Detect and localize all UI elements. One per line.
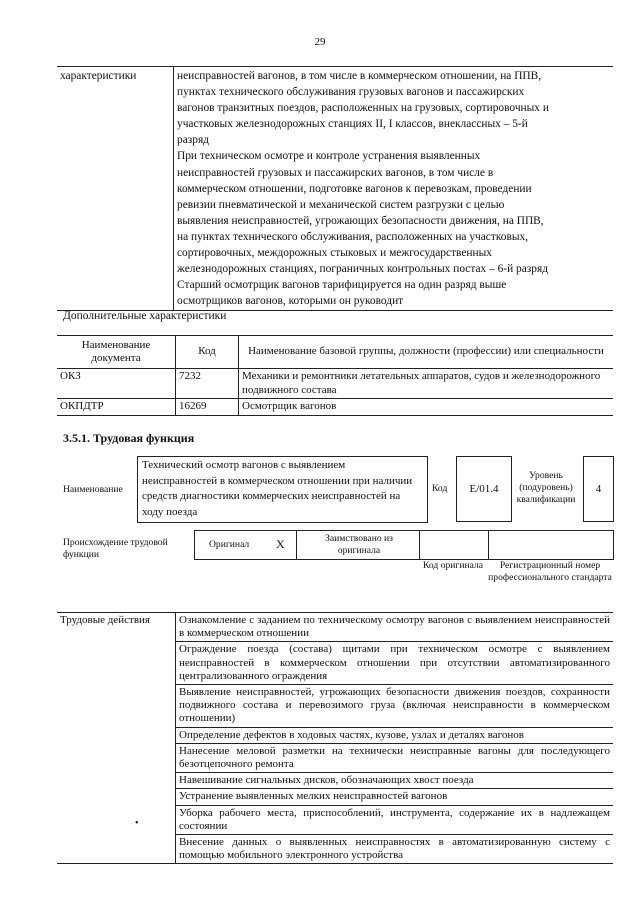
additional-heading: Дополнительные характеристики xyxy=(63,310,227,322)
characteristics-label: характеристики xyxy=(57,67,174,311)
header-group-name: Наименование базовой группы, должности (профессии) или специальности xyxy=(239,336,614,369)
labor-action-item: Определение дефектов в ходовых частях, кузове, узлах и деталях вагонов xyxy=(176,727,614,743)
text-line: осмотрщиков вагонов, которыми он руководит xyxy=(177,295,404,308)
name-label: Наименование xyxy=(63,484,123,495)
section-title: 3.5.1. Трудовая функция xyxy=(63,431,195,445)
cell-doc: ОКПДТР xyxy=(57,399,176,416)
divider xyxy=(296,531,297,559)
labor-action-item: Нанесение меловой разметки на технически неисправные вагоны для последующего безотцепочного ремонта xyxy=(176,743,614,772)
divider xyxy=(419,531,420,559)
labor-action-item: Устранение выявленных мелких неисправностей вагонов xyxy=(176,789,614,805)
borrowed-label: Заимствовано из оригинала xyxy=(325,533,393,556)
labor-actions-table xyxy=(57,612,613,864)
labor-action-item: Внесение данных о выявленных неисправностях в автоматизированную систему с помощью мобильного электронного устройства xyxy=(176,835,614,864)
origin-label: Происхождение трудовой функции xyxy=(63,537,168,560)
text-line: разряд xyxy=(177,134,209,147)
text-line: участковых железнодорожных станциях II, I классов, внеклассных – 5-й xyxy=(177,118,528,131)
text-line: сортировочных, междорожных стыковых и межгосударственных xyxy=(177,247,492,260)
text-line: железнодорожных станциях, пограничных контрольных постах – 6-й разряд xyxy=(177,263,549,276)
cell-doc: ОКЗ xyxy=(57,369,176,399)
text-line: Старший осмотрщик вагонов тарифицируется на один разряд выше xyxy=(177,279,507,292)
cell-code: 7232 xyxy=(176,369,239,399)
header-doc-name: Наименование документа xyxy=(57,336,176,369)
additional-table xyxy=(57,335,613,416)
stray-mark: • xyxy=(135,818,139,829)
original-label: Оригинал xyxy=(209,539,250,550)
registration-label: Регистрационный номер профессионального стандарта xyxy=(488,560,612,583)
divider xyxy=(488,531,489,559)
function-name-value: Технический осмотр вагонов с выявлением неисправностей в коммерческом отношении при наличии средств диагностики коммерческих неисправностей на ходу поезда xyxy=(137,456,428,523)
cell-code: 16269 xyxy=(176,399,239,416)
text-line: ревизии пневматической и механической систем разгрузки с целью xyxy=(177,198,505,211)
text-line: пунктах технического обслуживания грузовых вагонов и пассажирских xyxy=(177,86,525,99)
code-label: Код xyxy=(432,483,448,494)
table-header-row xyxy=(57,336,613,369)
original-mark: X xyxy=(276,537,285,551)
header-code: Код xyxy=(176,336,239,369)
labor-action-item: Навешивание сигнальных дисков, обозначающих хвост поезда xyxy=(176,773,614,789)
text-line: коммерческом отношении, подготовке вагонов к перевозкам, проведении xyxy=(177,182,532,195)
page-number: 29 xyxy=(314,36,326,48)
characteristics-text xyxy=(174,67,614,311)
table-row xyxy=(57,399,613,416)
characteristics-table xyxy=(57,66,613,311)
labor-actions-label: Трудовые действия xyxy=(57,613,176,864)
text-line: вагонов транзитных поездов, расположенных на грузовых, сортировочных и xyxy=(177,102,549,115)
labor-action-item: Выявление неисправностей, угрожающих безопасности движения поездов, сохранности подвижного состава и перевозимого груза (включая неисправности в коммерческом отношении) xyxy=(176,685,614,728)
labor-action-item: Ограждение поезда (состава) щитами при техническом осмотре с выявлением неисправностей в коммерческом отношении при отсутствии автоматизированного централизованного ограждения xyxy=(176,642,614,685)
labor-action-item: Уборка рабочего места, приспособлений, инструмента, содержание их в надлежащем состоянии xyxy=(176,805,614,834)
text-line: на пунктах технического обслуживания, расположенных на участковых, xyxy=(177,230,529,243)
code-original-label: Код оригинала xyxy=(422,560,484,571)
text-line: неисправностей грузовых и пассажирских вагонов, в том числе в xyxy=(177,166,494,179)
labor-action-item: Ознакомление с заданием по техническому осмотру вагонов с выявлением неисправностей в коммерческом отношении xyxy=(176,613,614,642)
table-row xyxy=(57,613,613,642)
cell-name: Механики и ремонтники летательных аппаратов, судов и железнодорожного подвижного состава xyxy=(239,369,614,399)
code-value: E/01.4 xyxy=(456,456,512,522)
level-value: 4 xyxy=(583,456,614,522)
text-line: неисправностей вагонов, в том числе в коммерческом отношении, на ППВ, xyxy=(177,70,542,82)
table-row xyxy=(57,369,613,399)
cell-name: Осмотрщик вагонов xyxy=(239,399,614,416)
text-line: При техническом осмотре и контроле устранения выявленных xyxy=(177,150,481,163)
origin-row xyxy=(194,530,614,560)
level-label: Уровень (подуровень) квалификации xyxy=(516,470,576,505)
text-line: выявления неисправностей, угрожающих безопасности движения, на ППВ, xyxy=(177,214,544,227)
